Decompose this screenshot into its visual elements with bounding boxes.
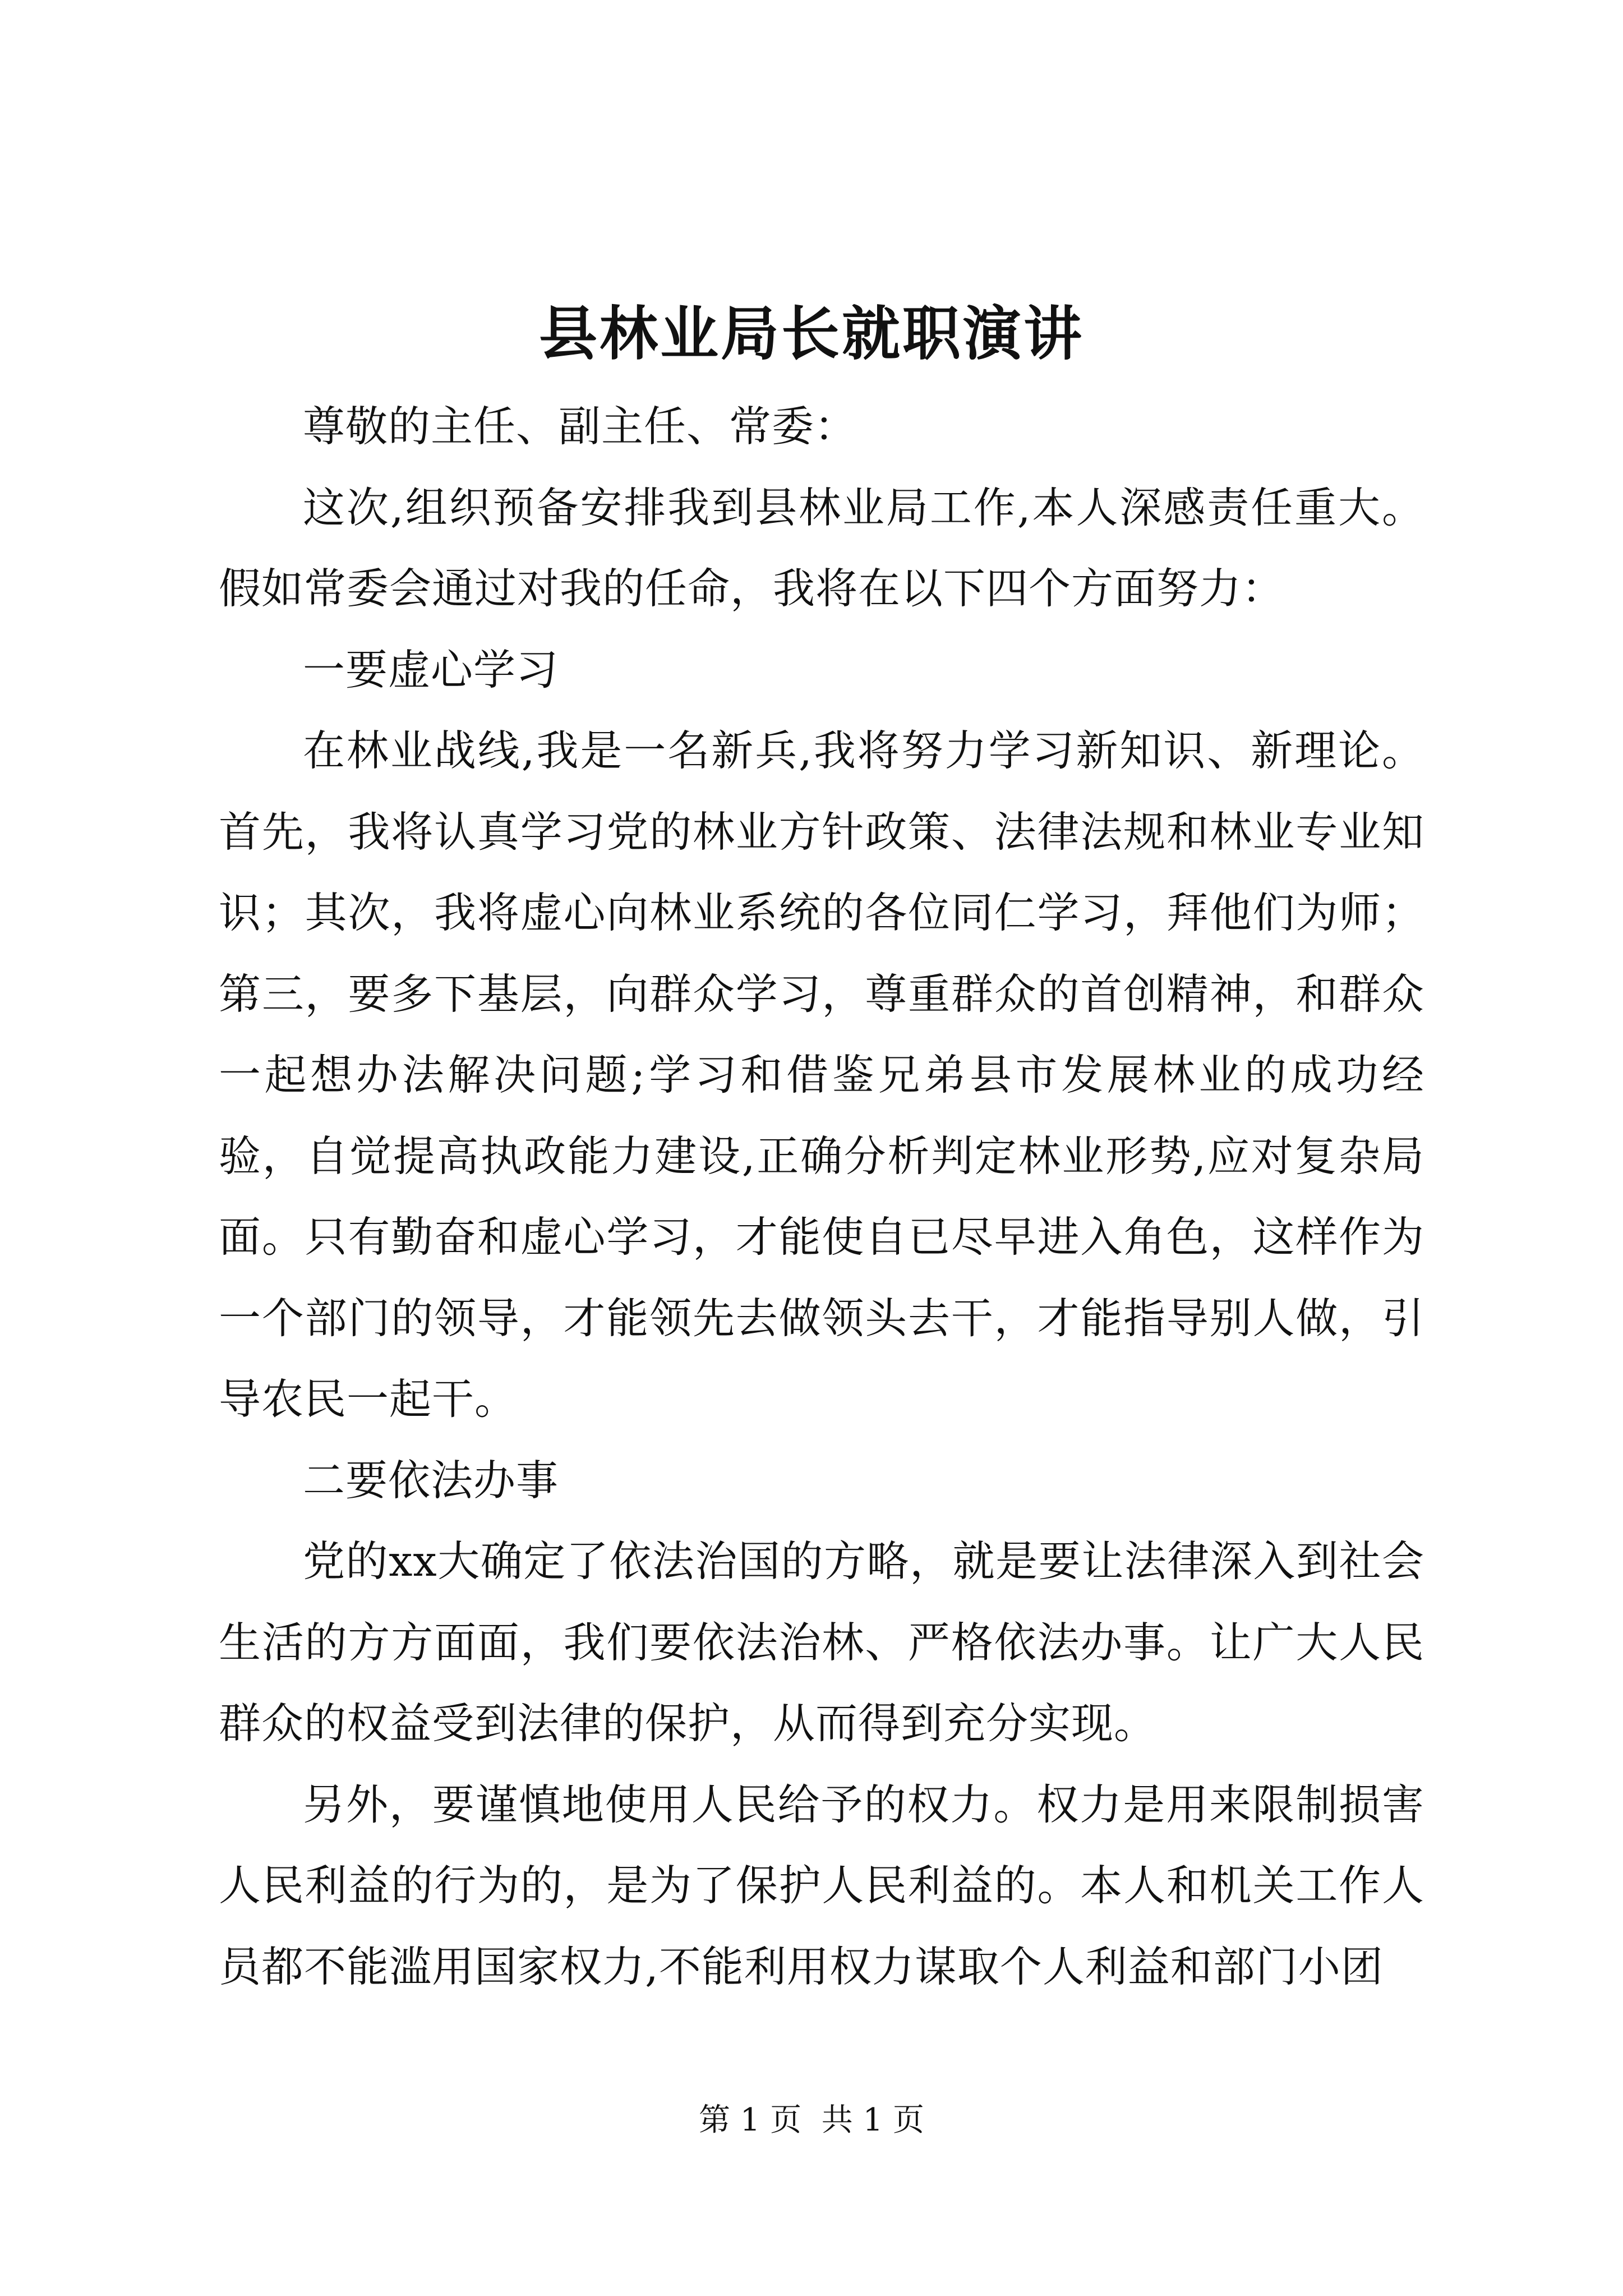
body-paragraph: 在林业战线,我是一名新兵,我将努力学习新知识、新理论。首先，我将认真学习党的林业方针政策、法律法规和林业专业知识；其次，我将虚心向林业系统的各位同仁学习，拜他们为师；第三，要多下基层，向群众学习，尊重群众的首创精神，和群众一起想办法解决问题;学习和借鉴兄弟县市发展林业的成功经验，自觉提高执政能力建设,正确分析判定林业形势,应对复杂局面。只有勤奋和虚心学习，才能使自已尽早进入角色，这样作为一个部门的领导，才能领先去做领头去干，才能指导别人做，引导农民一起干。 [219, 726, 1424, 1424]
body-paragraph: 这次,组织预备安排我到县林业局工作,本人深感责任重大。假如常委会通过对我的任命，我将在以下四个方面努力： [219, 482, 1424, 613]
section-heading: 二要依法办事 [303, 1455, 559, 1505]
document-body [219, 386, 1424, 2007]
body-paragraph: 党的xx大确定了依法治国的方略，就是要让法律深入到社会生活的方方面面，我们要依法治林、严格依法办事。让广大人民群众的权益受到法律的保护，从而得到充分实现。 [219, 1536, 1424, 1748]
page-number: 第 1 页 共 1 页 [698, 2102, 925, 2138]
section-heading: 一要虚心学习 [303, 645, 559, 694]
salutation-paragraph: 尊敬的主任、副主任、常委： [303, 402, 857, 451]
document-title: 县林业局长就职演讲 [538, 299, 1084, 368]
page-footer [0, 2098, 1623, 2143]
body-paragraph: 另外，要谨慎地使用人民给予的权力。权力是用来限制损害人民利益的行为的，是为了保护人民利益的。本人和机关工作人员都不能滥用国家权力,不能利用权力谋取个人利益和部门小团 [219, 1779, 1424, 1991]
